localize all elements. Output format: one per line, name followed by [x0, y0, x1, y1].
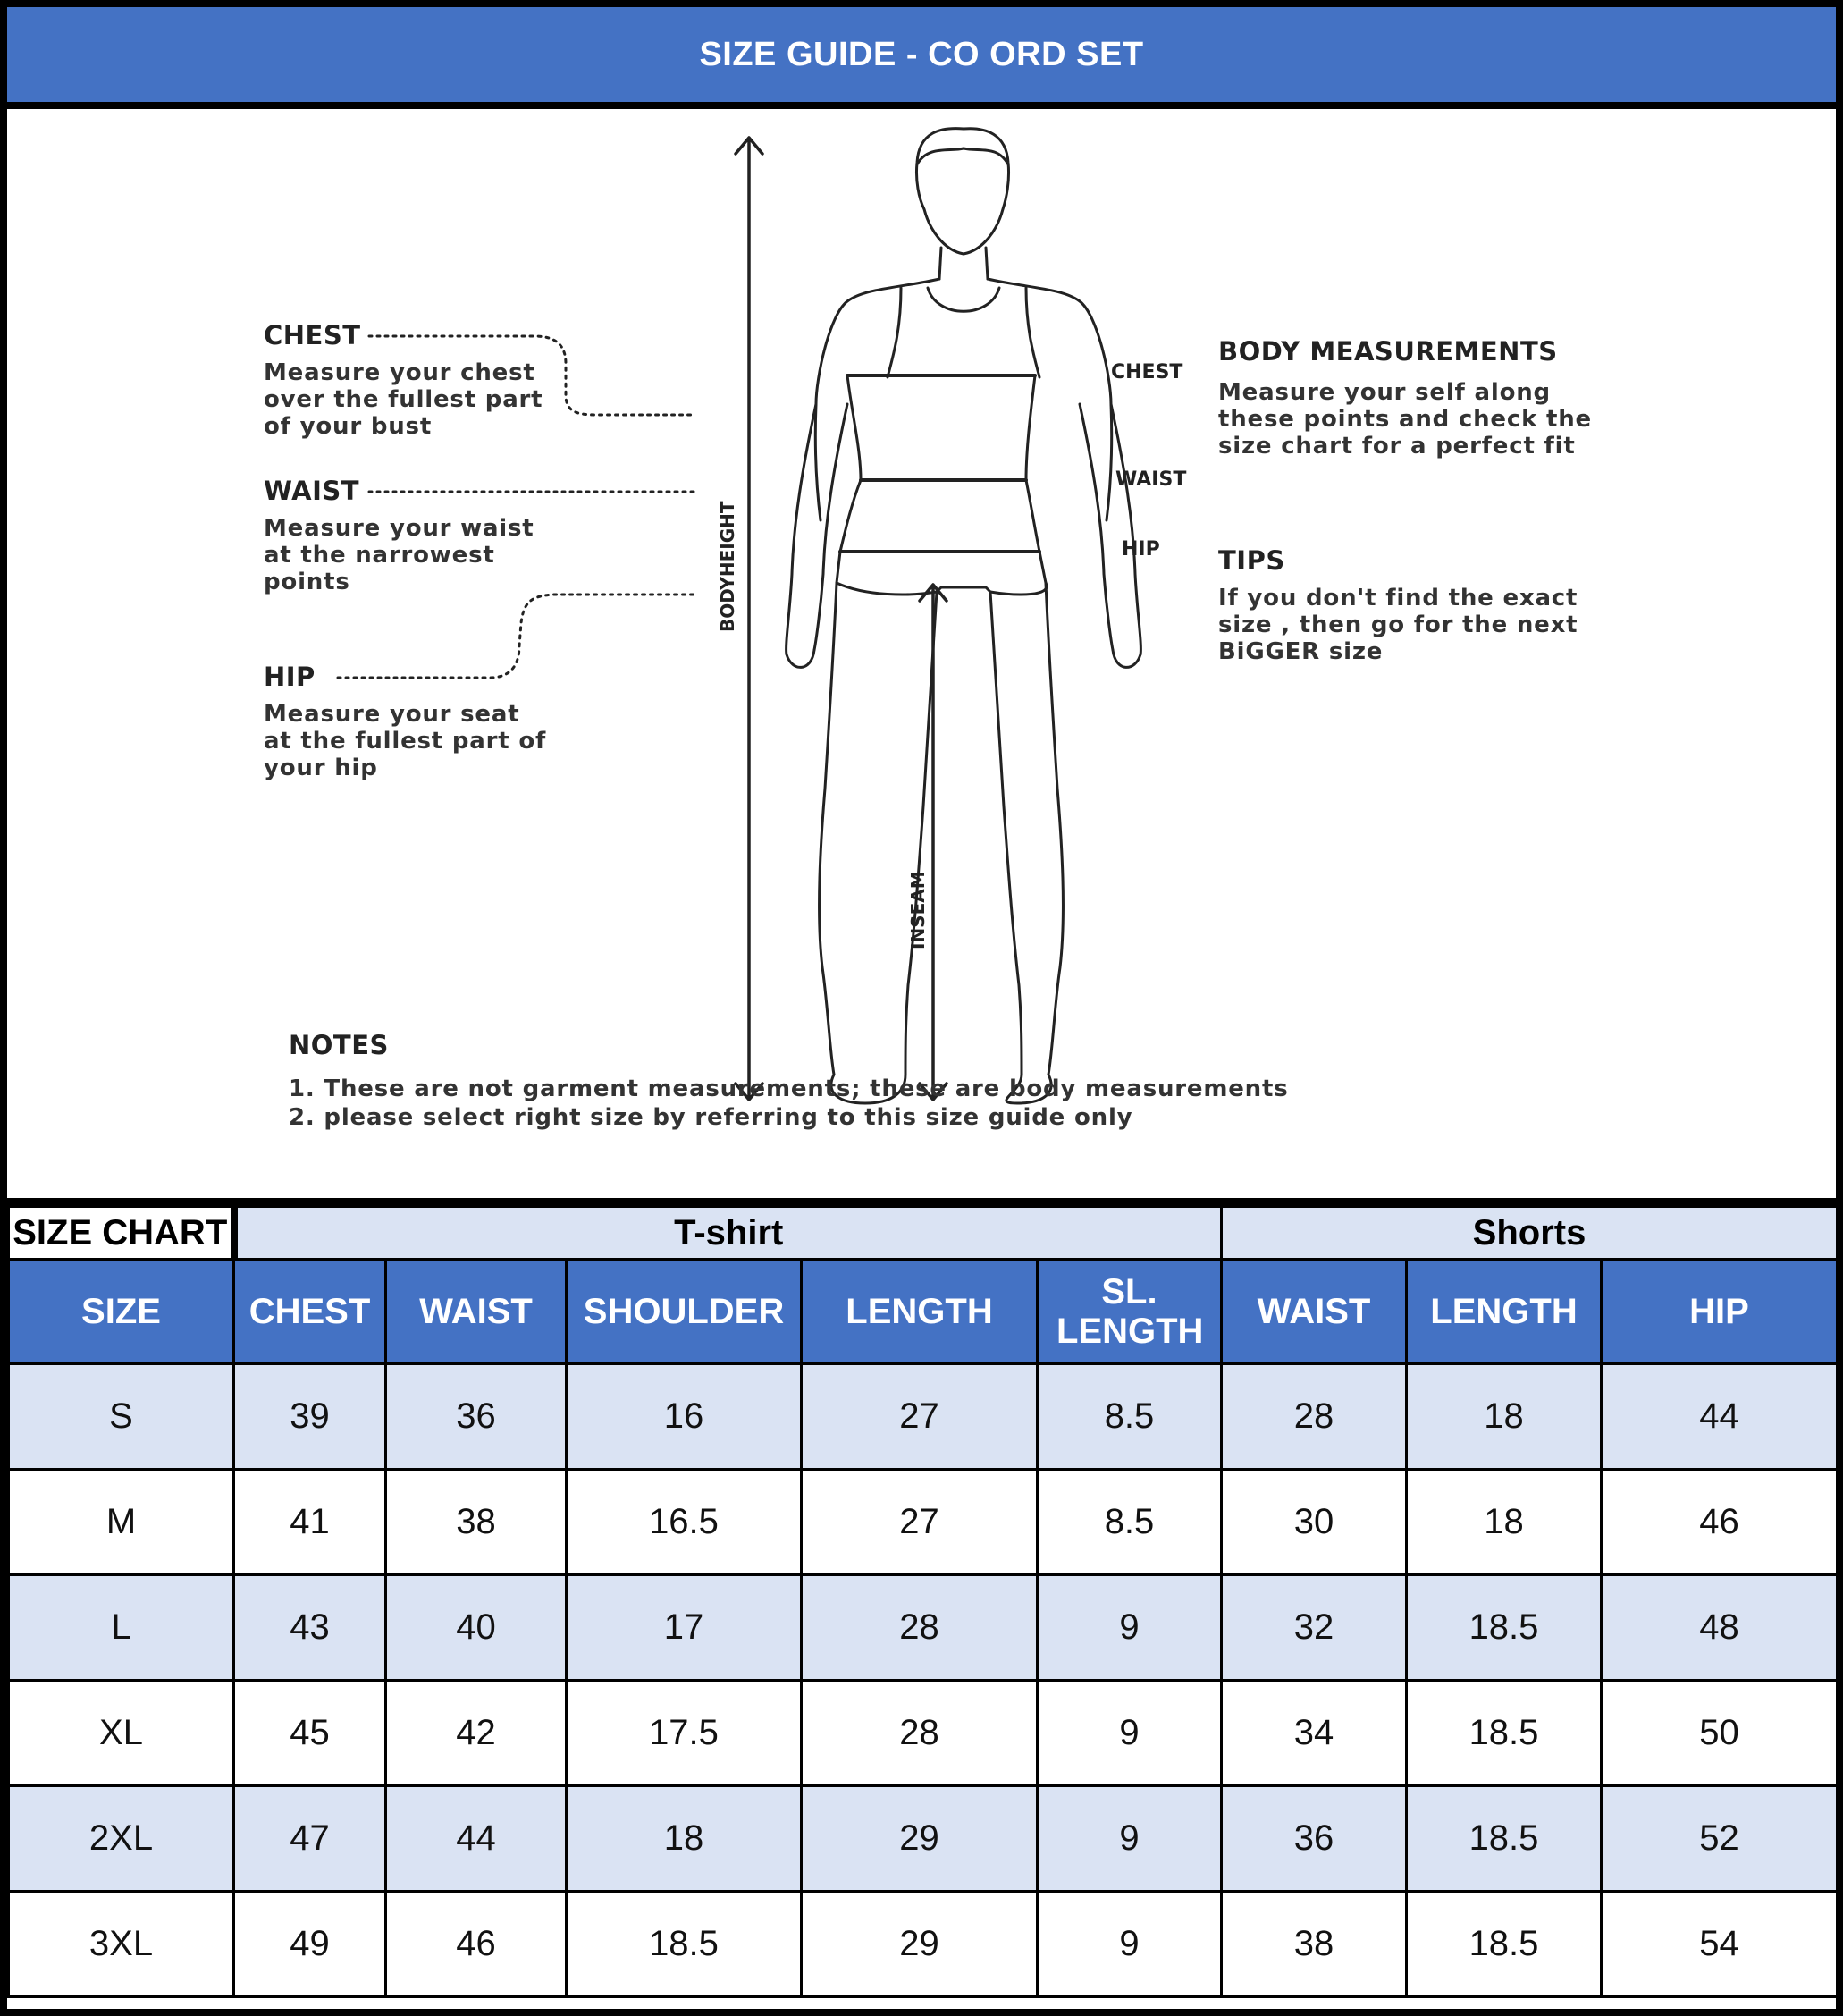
measurement-cell: 18.5: [1407, 1681, 1602, 1786]
measurement-cell: 18.5: [567, 1892, 802, 1997]
chest-line: Measure your chest: [264, 359, 535, 386]
waist-heading: WAIST: [264, 476, 360, 506]
body-measurements-line: size chart for a perfect fit: [1218, 433, 1576, 460]
measurement-cell: 48: [1602, 1575, 1838, 1681]
column-header-waist: WAIST: [386, 1260, 567, 1364]
hip-line: Measure your seat: [264, 701, 520, 728]
measurement-cell: 9: [1038, 1681, 1222, 1786]
notes-section: [289, 1030, 1288, 1132]
note-item: 2. please select right size by referring to this size guide only: [289, 1104, 1133, 1131]
notes-heading: NOTES: [289, 1030, 389, 1060]
measurement-cell: 46: [1602, 1470, 1838, 1575]
figure-neck: [939, 248, 988, 279]
figure-shorts: [837, 552, 1047, 595]
measurement-cell: 27: [802, 1364, 1038, 1470]
hip-line: at the fullest part of: [264, 728, 547, 755]
figure-waist-label: WAIST: [1115, 468, 1187, 491]
size-cell: 2XL: [9, 1786, 234, 1892]
body-height-arrow: [736, 138, 762, 1100]
figure-tank-top: [888, 288, 1039, 377]
figure-head: [916, 129, 1008, 254]
measurement-cell: 28: [802, 1575, 1038, 1681]
size-cell: XL: [9, 1681, 234, 1786]
measurement-cell: 16.5: [567, 1470, 802, 1575]
measurement-cell: 18: [1407, 1470, 1602, 1575]
measurement-cell: 38: [386, 1470, 567, 1575]
measurement-cell: 18.5: [1407, 1575, 1602, 1681]
figure-right-leg: [990, 583, 1063, 1075]
column-header-length: LENGTH: [802, 1260, 1038, 1364]
tips-heading: TIPS: [1218, 545, 1285, 576]
tshirt-group-header: T-shirt: [234, 1207, 1222, 1260]
measurement-cell: 27: [802, 1470, 1038, 1575]
group-header-row: [9, 1207, 1838, 1260]
measurement-cell: 29: [802, 1892, 1038, 1997]
size-cell: L: [9, 1575, 234, 1681]
chest-instructions: [264, 320, 543, 440]
measurement-cell: 45: [234, 1681, 386, 1786]
size-chart-section: [7, 1198, 1836, 2009]
chest-line: over the fullest part: [264, 386, 543, 413]
hip-heading: HIP: [264, 662, 316, 692]
chest-line: of your bust: [264, 413, 433, 440]
tips-info: [1218, 545, 1578, 665]
page-title: SIZE GUIDE - CO ORD SET: [7, 7, 1836, 109]
measurement-cell: 18.5: [1407, 1786, 1602, 1892]
measurement-cell: 38: [1222, 1892, 1407, 1997]
waist-line: at the narrowest: [264, 542, 495, 569]
waist-instructions: [264, 476, 534, 595]
measurement-cell: 18: [1407, 1364, 1602, 1470]
measurement-cell: 49: [234, 1892, 386, 1997]
column-header-chest: CHEST: [234, 1260, 386, 1364]
column-header-size: SIZE: [9, 1260, 234, 1364]
column-header-row: [9, 1260, 1838, 1364]
table-row: [9, 1470, 1838, 1575]
size-chart-label: SIZE CHART: [9, 1207, 234, 1260]
size-chart-table: [7, 1205, 1839, 1998]
measurement-cell: 44: [1602, 1364, 1838, 1470]
measurement-cell: 42: [386, 1681, 567, 1786]
measurement-cell: 28: [1222, 1364, 1407, 1470]
note-item: 1. These are not garment measurements; these are body measurements: [289, 1075, 1289, 1102]
measurement-cell: 30: [1222, 1470, 1407, 1575]
body-height-label: BODYHEIGHT: [717, 501, 738, 632]
measurement-cell: 52: [1602, 1786, 1838, 1892]
inseam-label: INSEAM: [907, 871, 929, 949]
measurement-cell: 8.5: [1038, 1364, 1222, 1470]
chest-heading: CHEST: [264, 320, 361, 350]
column-header-shorts-waist: WAIST: [1222, 1260, 1407, 1364]
figure-chest-label: CHEST: [1111, 361, 1183, 384]
size-rows: [9, 1364, 1838, 1997]
measurement-cell: 43: [234, 1575, 386, 1681]
measurement-cell: 9: [1038, 1575, 1222, 1681]
measurement-cell: 36: [386, 1364, 567, 1470]
measurement-cell: 28: [802, 1681, 1038, 1786]
measurement-cell: 54: [1602, 1892, 1838, 1997]
measurement-cell: 39: [234, 1364, 386, 1470]
waist-line: Measure your waist: [264, 515, 534, 542]
measurement-cell: 36: [1222, 1786, 1407, 1892]
size-cell: 3XL: [9, 1892, 234, 1997]
table-row: [9, 1786, 1838, 1892]
body-measurements-heading: BODY MEASUREMENTS: [1218, 336, 1558, 367]
tips-line: If you don't find the exact: [1218, 585, 1578, 612]
table-row: [9, 1364, 1838, 1470]
figure-hair: [917, 148, 1008, 164]
body-measurements-line: these points and check the: [1218, 406, 1592, 433]
tips-line: BiGGER size: [1218, 638, 1384, 665]
waist-line: points: [264, 569, 350, 595]
measurement-cell: 50: [1602, 1681, 1838, 1786]
table-row: [9, 1892, 1838, 1997]
measurement-cell: 16: [567, 1364, 802, 1470]
measurement-cell: 17.5: [567, 1681, 802, 1786]
tips-line: size , then go for the next: [1218, 612, 1578, 638]
measurement-cell: 17: [567, 1575, 802, 1681]
body-measurements-info: [1218, 336, 1592, 460]
figure-hip-label: HIP: [1122, 538, 1160, 561]
size-cell: M: [9, 1470, 234, 1575]
measurement-cell: 44: [386, 1786, 567, 1892]
measurement-cell: 29: [802, 1786, 1038, 1892]
inseam-arrow: [920, 585, 947, 1100]
measurement-cell: 9: [1038, 1892, 1222, 1997]
column-header-hip: HIP: [1602, 1260, 1838, 1364]
measurement-cell: 8.5: [1038, 1470, 1222, 1575]
measurement-cell: 47: [234, 1786, 386, 1892]
measurement-cell: 9: [1038, 1786, 1222, 1892]
measurement-cell: 41: [234, 1470, 386, 1575]
figure-left-leg: [820, 583, 937, 1075]
measurement-cell: 40: [386, 1575, 567, 1681]
column-header-shorts-length: LENGTH: [1407, 1260, 1602, 1364]
size-cell: S: [9, 1364, 234, 1470]
column-header-sleeve-length: SL. LENGTH: [1038, 1260, 1222, 1364]
table-row: [9, 1681, 1838, 1786]
hip-instructions: [264, 662, 546, 781]
measurement-cell: 46: [386, 1892, 567, 1997]
table-row: [9, 1575, 1838, 1681]
body-measurements-line: Measure your self along: [1218, 379, 1551, 406]
column-header-shoulder: SHOULDER: [567, 1260, 802, 1364]
hip-line: your hip: [264, 755, 378, 781]
shorts-group-header: Shorts: [1222, 1207, 1838, 1260]
measurement-cell: 18.5: [1407, 1892, 1602, 1997]
measurement-guide: [7, 109, 1836, 1198]
measurement-cell: 34: [1222, 1681, 1407, 1786]
measurement-cell: 18: [567, 1786, 802, 1892]
measurement-cell: 32: [1222, 1575, 1407, 1681]
